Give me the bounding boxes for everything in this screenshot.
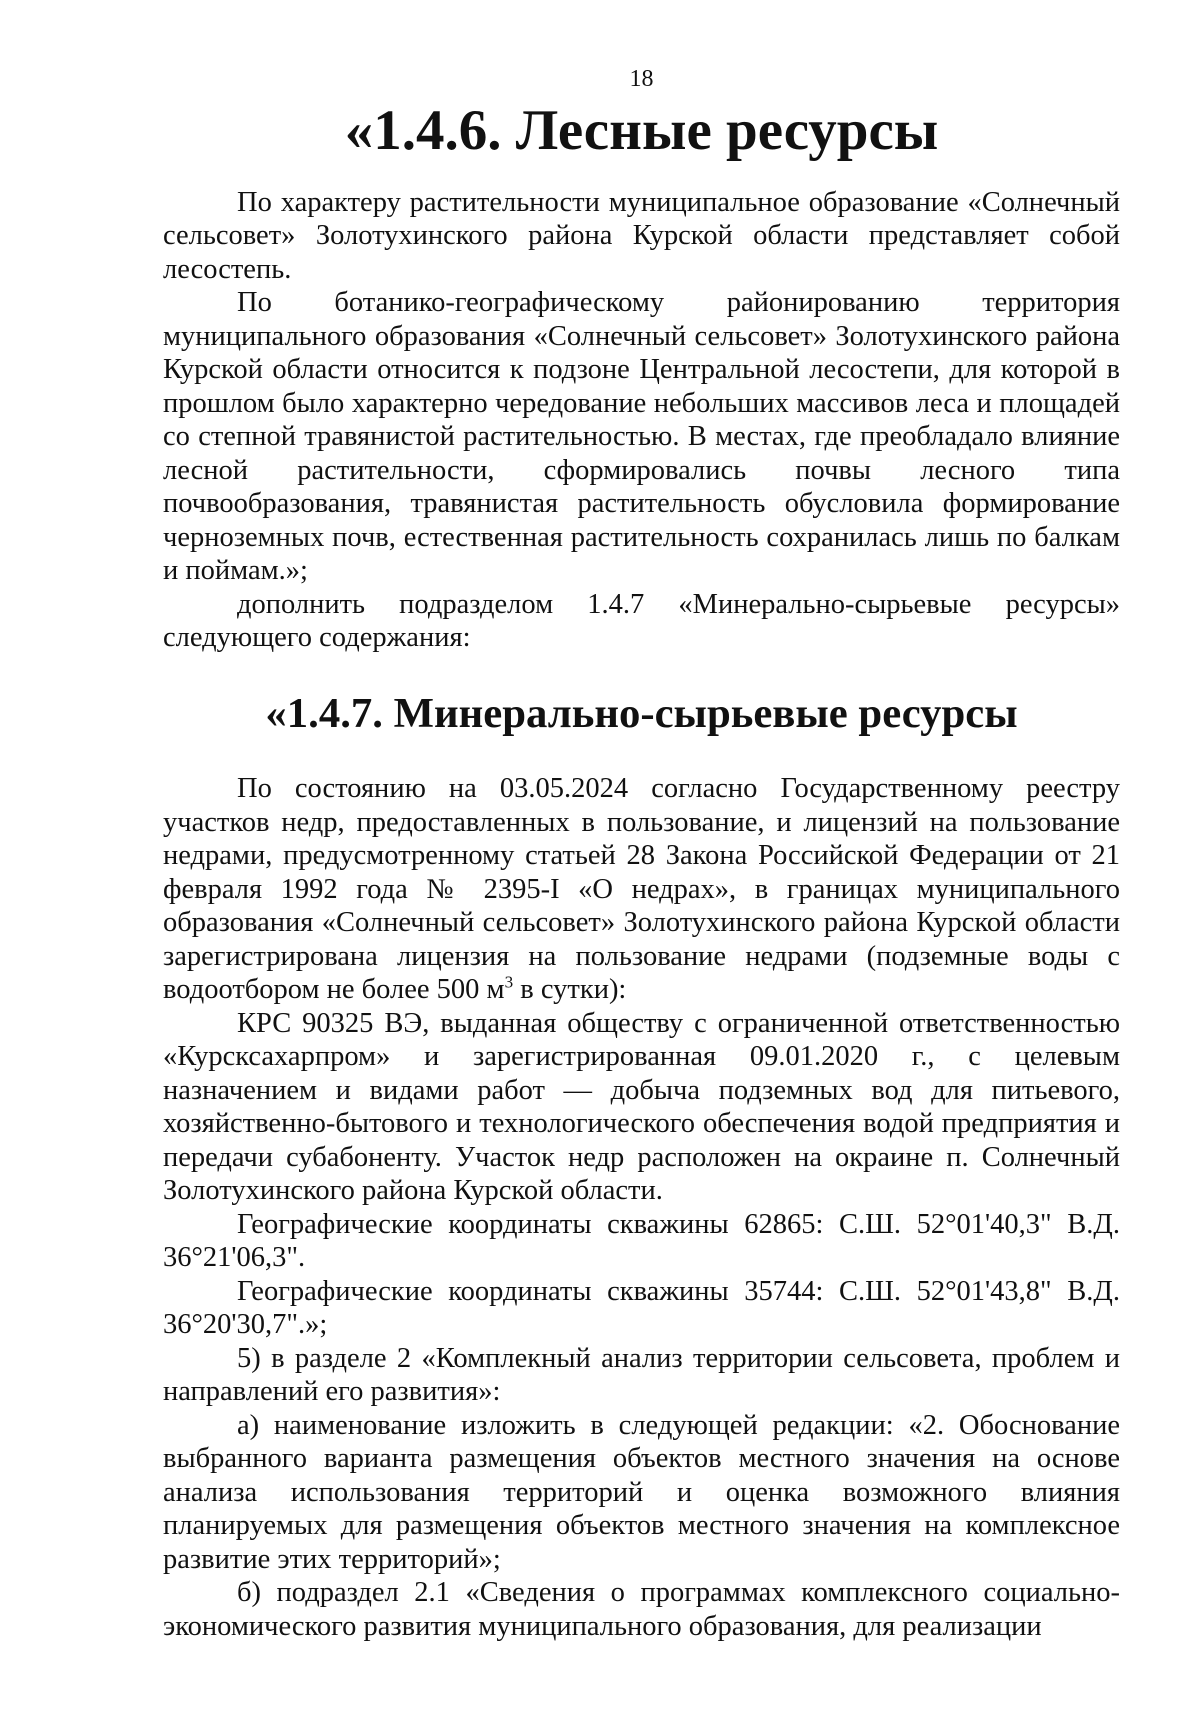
license-registry-text-end: в сутки):: [513, 974, 627, 1005]
paragraph-item-b: б) подраздел 2.1 «Сведения о программах комплексного социально-экономического развития муниципального образования, для реализации: [163, 1577, 1120, 1642]
paragraph-coordinates-35744: Географические координаты скважины 35744: С.Ш. 52°01'43,8" В.Д. 36°20'30,7".»;: [163, 1275, 1120, 1340]
paragraph-coordinates-62865: Географические координаты скважины 62865: С.Ш. 52°01'40,3" В.Д. 36°21'06,3".: [163, 1208, 1120, 1273]
section-heading-mineral-resources: «1.4.7. Минерально-сырьевые ресурсы: [265, 689, 1018, 737]
license-registry-text: По состоянию на 03.05.2024 согласно Государственному реестру участков недр, предоставленных в пользование, и лицензий на пользование недрами, предусмотренному статьей 28 Закона Российской Федерации от 21 февраля 1992 года № 2395-I «О недрах», в границах муниципального образования «Солнечный сельсовет» Золотухинского района Курской области зарегистрирована лицензия на пользование недрами (подземные воды с водоотбором не более 500 м: [163, 773, 1120, 1005]
paragraph-add-subsection: дополнить подразделом 1.4.7 «Минерально-сырьевые ресурсы» следующего содержания:: [163, 588, 1120, 653]
paragraph-license-krs: КРС 90325 ВЭ, выданная обществу с ограниченной ответственностью «Курсксахарпром» и зарегистрированная 09.01.2020 г., с целевым назначением и видами работ — добыча подземных вод для питьевого, хозяйственно-бытового и технологического обеспечения водой предприятия и передачи субабоненту. Участок недр расположен на окраине п. Солнечный Золотухинского района Курской области.: [163, 1007, 1120, 1206]
cubic-superscript: 3: [504, 972, 514, 992]
paragraph-license-registry: [163, 772, 1120, 1007]
paragraph-section-2-amendment: 5) в разделе 2 «Комплекный анализ территории сельсовета, проблем и направлений его развития»:: [163, 1342, 1120, 1407]
paragraph-vegetation: По характеру растительности муниципальное образование «Солнечный сельсовет» Золотухинского района Курской области представляет собой лесостепь.: [163, 186, 1120, 285]
page-number: 18: [629, 66, 654, 92]
paragraph-botanical-zoning: По ботанико-географическому районированию территория муниципального образования «Солнечный сельсовет» Золотухинского района Курской области относится к подзоне Центральной лесостепи, для которой в прошлом было характерно чередование небольших массивов леса и площадей со степной травянистой растительностью. В местах, где преобладало влияние лесной растительности, сформировались почвы лесного типа почвообразования, травянистая растительность обусловила формирование черноземных почв, естественная растительность сохранилась лишь по балкам и поймам.»;: [163, 287, 1120, 586]
section-heading-forest-resources: «1.4.6. Лесные ресурсы: [344, 99, 939, 162]
paragraph-item-a: а) наименование изложить в следующей редакции: «2. Обоснование выбранного варианта размещения объектов местного значения на основе анализа использования территорий и оценка возможного влияния планируемых для размещения объектов местного значения на комплексное развитие этих территорий»;: [163, 1409, 1120, 1575]
